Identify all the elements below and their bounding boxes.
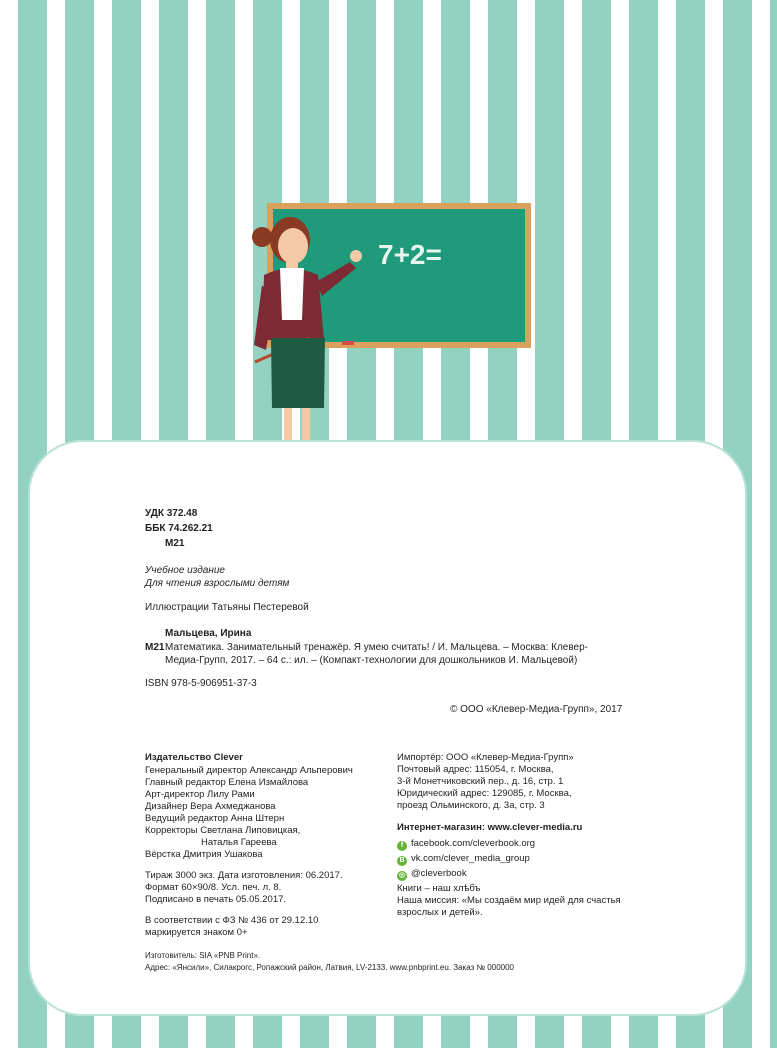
edition-type: Учебное издание bbox=[145, 565, 225, 576]
importer-line: Почтовый адрес: 115054, г. Москва, bbox=[397, 764, 554, 775]
illustrations-credit: Иллюстрации Татьяны Пестеревой bbox=[145, 602, 309, 613]
mission-line: Наша миссия: «Мы создаём мир идей для счастья bbox=[397, 895, 621, 906]
chalk-piece bbox=[342, 341, 354, 345]
importer-line: Юридический адрес: 129085, г. Москва, bbox=[397, 788, 572, 799]
isbn: ISBN 978-5-906951-37-3 bbox=[145, 678, 257, 689]
print-info: Тираж 3000 экз. Дата изготовления: 06.2017. bbox=[145, 870, 343, 881]
imprint-panel bbox=[30, 442, 745, 1014]
author-mark: М21 bbox=[165, 538, 185, 549]
staff-line: Дизайнер Вера Ахмеджанова bbox=[145, 801, 276, 812]
udk-code: УДК 372.48 bbox=[145, 508, 198, 519]
copyright: © ООО «Клевер-Медиа-Групп», 2017 bbox=[450, 704, 623, 715]
instagram-icon: ◎ bbox=[398, 872, 406, 879]
facebook-icon: f bbox=[397, 841, 407, 851]
manufacturer: Изготовитель: SIA «PNB Print». bbox=[145, 951, 261, 960]
staff-line: Ведущий редактор Анна Штерн bbox=[145, 813, 285, 824]
importer-line: Импортёр: ООО «Клевер-Медиа-Групп» bbox=[397, 752, 574, 763]
instagram-link[interactable]: ◎ @cleverbook bbox=[398, 868, 467, 879]
author-name: Мальцева, Ирина bbox=[165, 628, 252, 639]
facebook-link[interactable]: f facebook.com/cleverbook.org bbox=[397, 838, 535, 851]
chalkboard-text: 7+2= bbox=[378, 239, 442, 270]
staff-line: Корректоры Светлана Липовицкая, bbox=[145, 825, 301, 836]
print-info: Формат 60×90/8. Усл. печ. л. 8. bbox=[145, 882, 282, 893]
publisher-name: Издательство Clever bbox=[145, 752, 243, 763]
teacher-illustration bbox=[0, 0, 777, 500]
law-notice: В соответствии с ФЗ № 436 от 29.12.10 bbox=[145, 915, 319, 926]
bbk-code: ББК 74.262.21 bbox=[145, 523, 213, 534]
mission-line: Книги – наш хлѣбъ bbox=[397, 883, 481, 894]
print-info: Подписано в печать 05.05.2017. bbox=[145, 894, 287, 905]
importer-line: проезд Ольминского, д. 3а, стр. 3 bbox=[397, 800, 545, 811]
importer-line: 3-й Монетчиковский пер., д. 16, стр. 1 bbox=[397, 776, 564, 787]
mission-line: взрослых и детей». bbox=[397, 907, 483, 918]
staff-line: Наталья Гареева bbox=[201, 837, 277, 848]
shop-title[interactable]: Интернет-магазин: www.clever-media.ru bbox=[397, 822, 583, 833]
manufacturer-address: Адрес: «Янсили», Силакрогс, Ропажский район, Латвия, LV-2133. www.pnbprint.eu. Заказ № 000000 bbox=[145, 963, 514, 972]
staff-line: Генеральный директор Александр Альперович bbox=[145, 765, 353, 776]
law-notice: маркируется знаком 0+ bbox=[145, 927, 248, 938]
biblio-line-2: Медиа-Групп, 2017. – 64 с.: ил. – (Компакт-технологии для дошкольников И. Мальцевой) bbox=[165, 655, 578, 666]
vk-link[interactable]: B vk.com/clever_media_group bbox=[397, 853, 530, 866]
staff-line: Главный редактор Елена Измайлова bbox=[145, 777, 309, 788]
biblio-line-1: Математика. Занимательный тренажёр. Я умею считать! / И. Мальцева. – Москва: Клевер- bbox=[165, 642, 589, 653]
edition-audience: Для чтения взрослыми детям bbox=[145, 578, 290, 589]
staff-line: Вёрстка Дмитрия Ушакова bbox=[145, 849, 263, 860]
vk-icon: B bbox=[397, 856, 407, 866]
biblio-mark: М21 bbox=[145, 642, 165, 653]
staff-line: Арт-директор Лилу Рами bbox=[145, 789, 255, 800]
